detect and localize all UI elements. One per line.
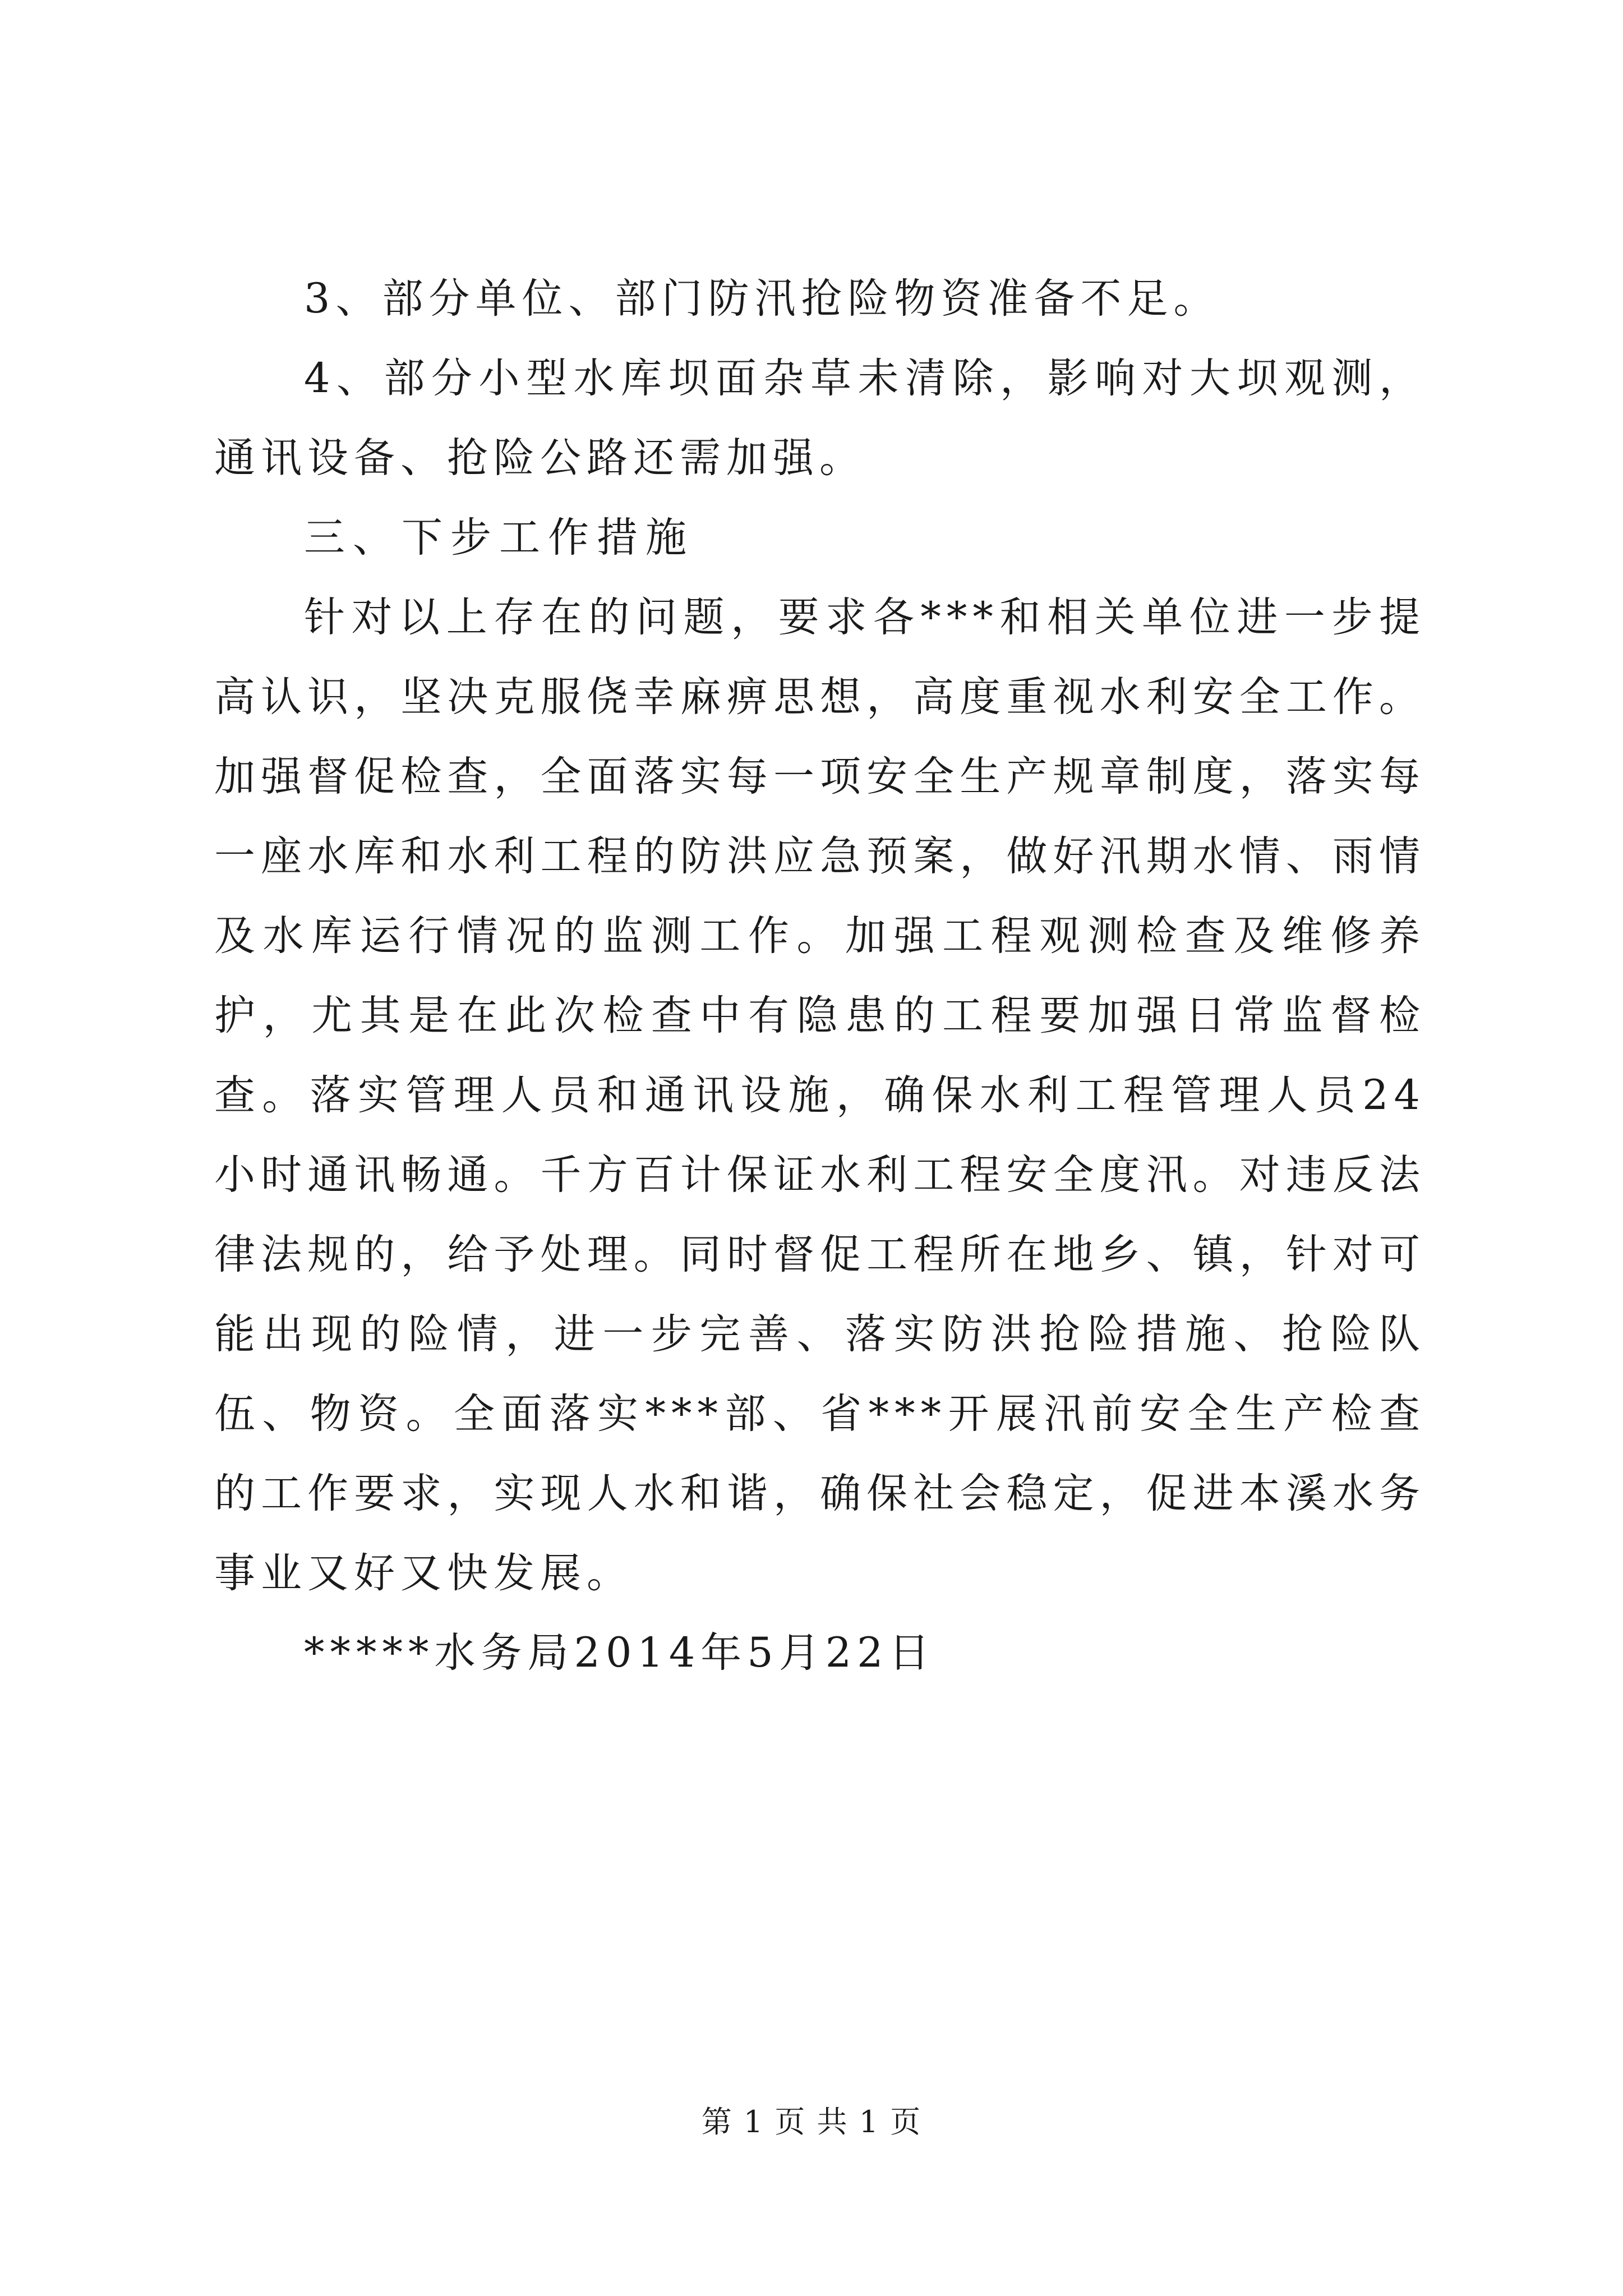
- paragraph-measures: 针对以上存在的问题，要求各***和相关单位进一步提高认识，坚决克服侥幸麻痹思想，高度重视水利安全工作。加强督促检查，全面落实每一项安全生产规章制度，落实每一座水库和水利工程的防洪应急预案，做好汛期水情、雨情及水库运行情况的监测工作。加强工程观测检查及维修养护，尤其是在此次检查中有隐患的工程要加强日常监督检查。落实管理人员和通讯设施，确保水利工程管理人员24小时通讯畅通。千方百计保证水利工程安全度汛。对违反法律法规的，给予处理。同时督促工程所在地乡、镇，针对可能出现的险情，进一步完善、落实防洪抢险措施、抢险队伍、物资。全面落实***部、省***开展汛前安全生产检查的工作要求，实现人水和谐，确保社会稳定，促进本溪水务事业又好又快发展。: [214, 593, 1426, 1597]
- page-number-footer: 第 1 页 共 1 页: [701, 2104, 922, 2139]
- section-heading-next-steps: 三、下步工作措施: [304, 514, 694, 562]
- signature-date-line: *****水务局2014年5月22日: [304, 1629, 935, 1677]
- paragraph-item-3: 3、部分单位、部门防汛抢险物资准备不足。: [304, 275, 1220, 323]
- paragraph-item-4: 4、部分小型水库坝面杂草未清除，影响对大坝观测，通讯设备、抢险公路还需加强。: [214, 355, 1426, 482]
- document-body: [214, 259, 1426, 1693]
